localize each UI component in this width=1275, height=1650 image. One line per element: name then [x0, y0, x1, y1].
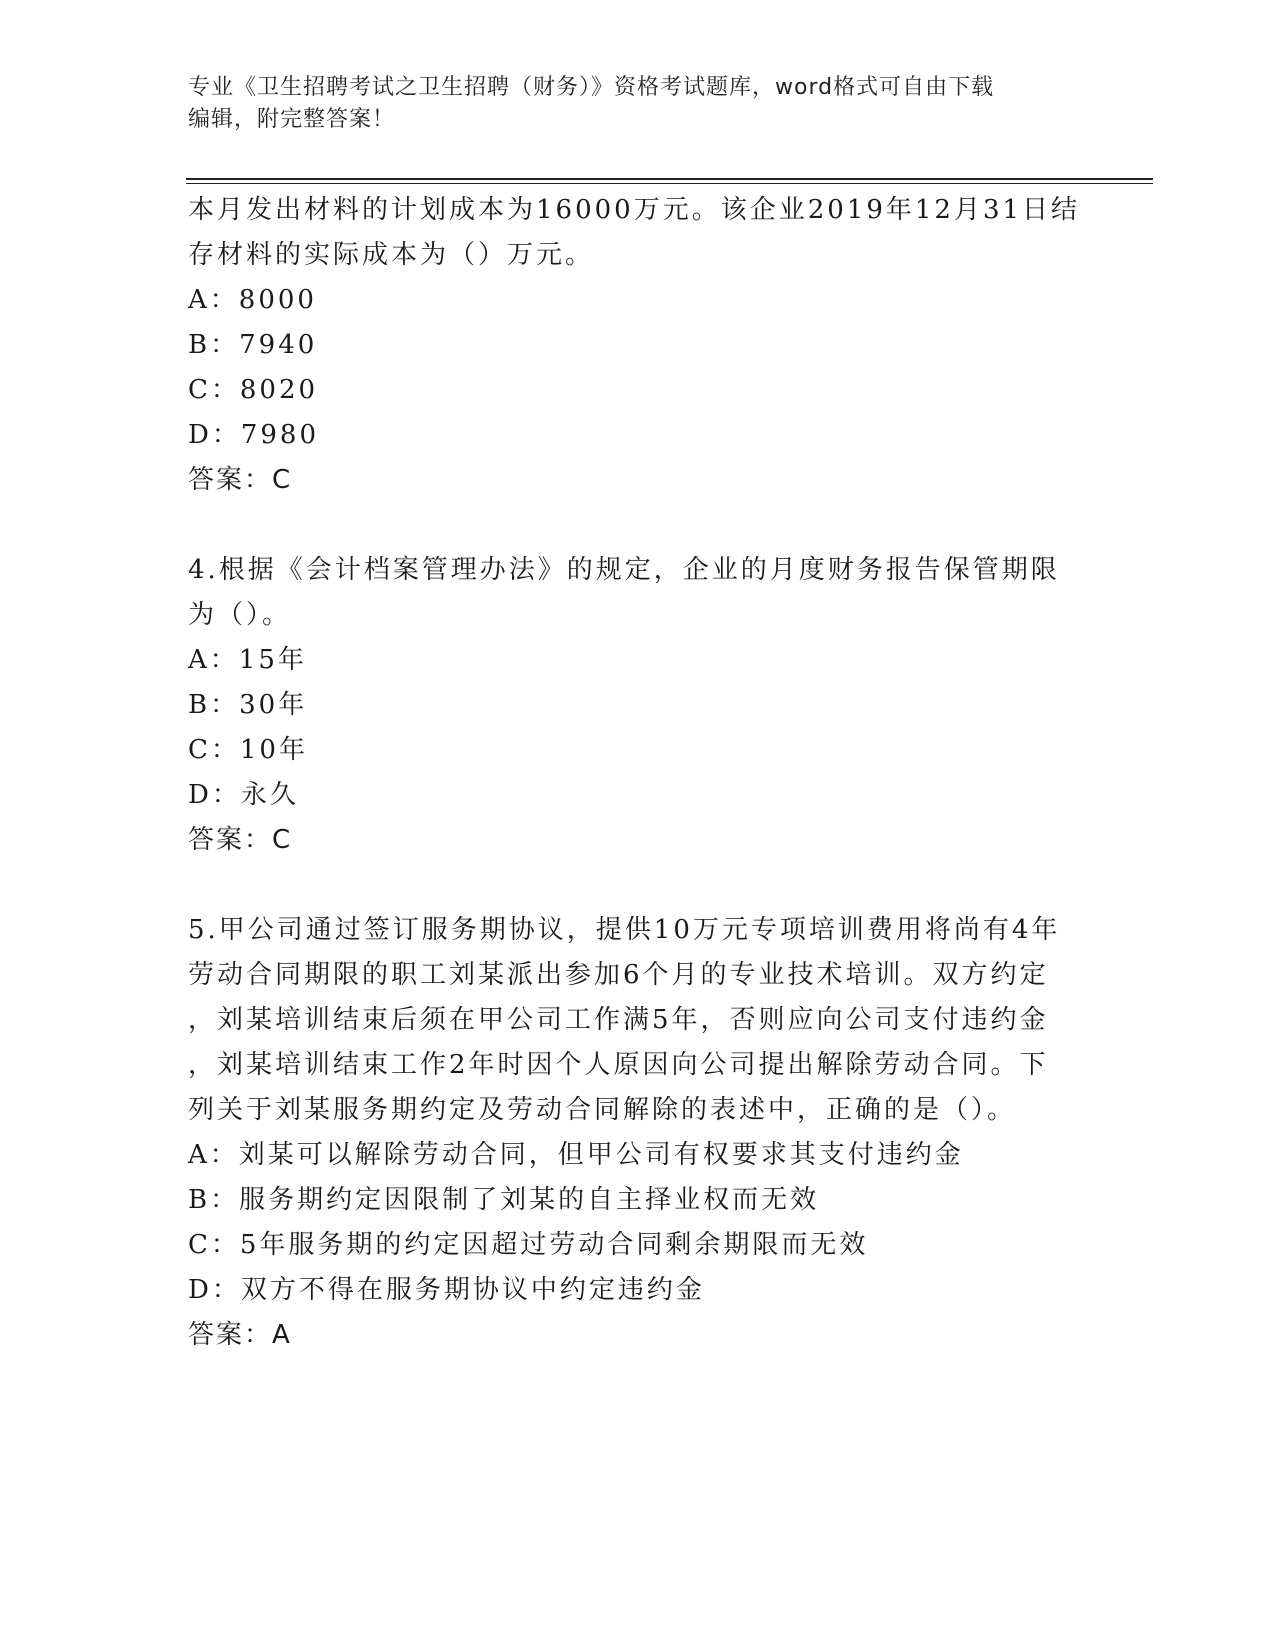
header-divider-thick [186, 178, 1153, 180]
option-c: C：5年服务期的约定因超过劳动合同剩余期限而无效 [188, 1230, 869, 1260]
question-stem-line: ，刘某培训结束后须在甲公司工作满5年，否则应向公司支付违约金 [188, 1005, 1049, 1035]
option-b: B：7940 [188, 330, 318, 360]
option-a: A：8000 [188, 285, 317, 315]
question-stem-line: 列关于刘某服务期约定及劳动合同解除的表述中，正确的是（）。 [188, 1095, 1017, 1125]
option-c: C：10年 [188, 735, 308, 765]
option-b: B：30年 [188, 690, 308, 720]
question-5 [188, 908, 1088, 1358]
option-d: D：双方不得在服务期协议中约定违约金 [188, 1275, 705, 1305]
option-c: C：8020 [188, 375, 319, 405]
question-spacer [188, 503, 1088, 548]
question-stem-line: 5.甲公司通过签订服务期协议，提供10万元专项培训费用将尚有4年 [188, 915, 1061, 945]
question-stem-line: 4.根据《会计档案管理办法》的规定，企业的月度财务报告保管期限 [188, 555, 1060, 585]
header-line-1: 专业《卫生招聘考试之卫生招聘（财务）》资格考试题库，word格式可自由下载 [188, 75, 995, 100]
question-stem-line: 存材料的实际成本为（）万元。 [188, 240, 595, 270]
document-header [188, 72, 1088, 136]
option-a: A：15年 [188, 645, 307, 675]
header-divider-thin [186, 183, 1153, 184]
question-stem-line: 本月发出材料的计划成本为16000万元。该企业2019年12月31日结 [188, 195, 1081, 225]
question-stem-line: 为（）。 [188, 600, 292, 630]
answer-line: 答案：A [188, 1320, 292, 1350]
question-4 [188, 548, 1088, 863]
option-a: A：刘某可以解除劳动合同，但甲公司有权要求其支付违约金 [188, 1140, 964, 1170]
question-spacer [188, 863, 1088, 908]
document-body [188, 188, 1088, 1358]
answer-line: 答案：C [188, 825, 293, 855]
answer-line: 答案：C [188, 465, 293, 495]
option-b: B：服务期约定因限制了刘某的自主择业权而无效 [188, 1185, 820, 1215]
header-line-2: 编辑，附完整答案！ [188, 107, 396, 132]
option-d: D：7980 [188, 420, 320, 450]
option-d: D：永久 [188, 780, 299, 810]
question-stem-line: 劳动合同期限的职工刘某派出参加6个月的专业技术培训。双方约定 [188, 960, 1049, 990]
question-3 [188, 188, 1088, 503]
question-stem-line: ，刘某培训结束工作2年时因个人原因向公司提出解除劳动合同。下 [188, 1050, 1049, 1080]
